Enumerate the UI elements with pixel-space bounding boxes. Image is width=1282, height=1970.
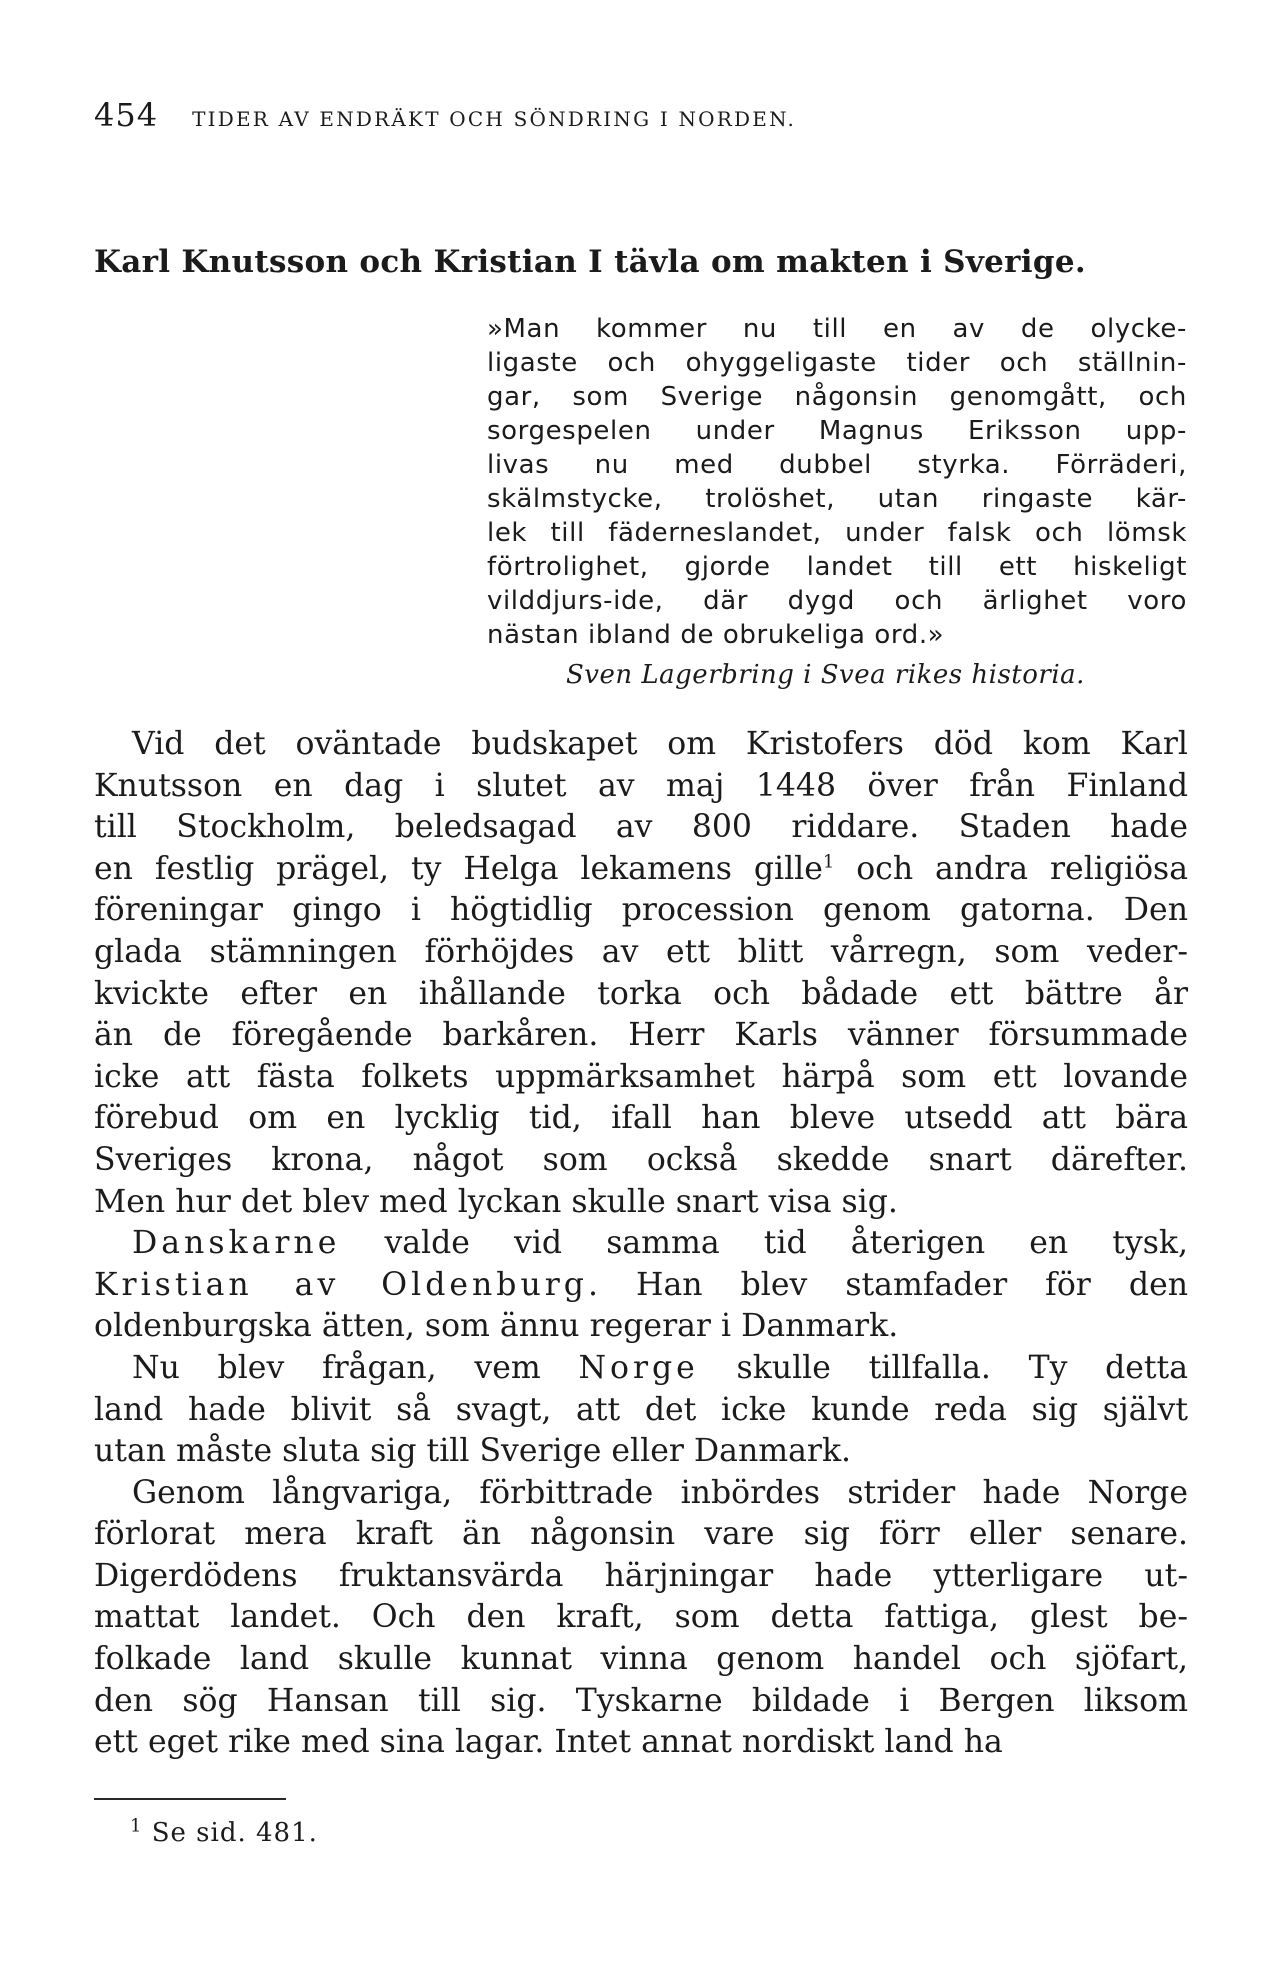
- body-line: än de föregående barkåren. Herr Karls vänner försummade: [94, 1017, 1188, 1054]
- body-line: [94, 1265, 1188, 1307]
- body-text: [94, 724, 1188, 1764]
- epigraph-line: livas nu med dubbel styrka. Förräderi,: [487, 450, 1187, 480]
- epigraph-line: lek till fäderneslandet, under falsk och lömsk: [487, 518, 1187, 548]
- footnote: [130, 1815, 318, 1848]
- body-line: oldenburgska ätten, som ännu regerar i Danmark.: [94, 1308, 899, 1345]
- body-line: glada stämningen förhöjdes av ett blitt vårregn, som veder-: [94, 933, 1188, 970]
- epigraph-line: vilddjurs-ide, där dygd och ärlighet voro: [487, 586, 1187, 616]
- body-line: den sög Hansan till sig. Tyskarne bildade i Bergen liksom: [94, 1682, 1188, 1719]
- body-text-run: valde vid samma tid återigen en tysk,: [340, 1225, 1188, 1262]
- epigraph-line: förtrolighet, gjorde landet till ett hiskeligt: [487, 552, 1187, 582]
- body-line: föreningar gingo i högtidlig procession genom gatorna. Den: [94, 892, 1188, 929]
- epigraph-line: ligaste och ohyggeligaste tider och ställnin-: [487, 348, 1187, 378]
- body-line: utan måste sluta sig till Sverige eller Danmark.: [94, 1433, 852, 1470]
- emphasized-name: Norge: [578, 1349, 699, 1386]
- body-line: mattat landet. Och den kraft, som detta fattiga, glest be-: [94, 1599, 1188, 1636]
- body-line: [94, 849, 1188, 891]
- page-number: 454: [94, 96, 159, 134]
- body-line: ett eget rike med sina lagar. Intet annat nordiskt land ha: [94, 1724, 1003, 1761]
- body-line: förlorat mera kraft än någonsin vare sig förr eller senare.: [94, 1516, 1188, 1553]
- body-line: till Stockholm, beledsagad av 800 riddare. Staden hade: [94, 809, 1188, 846]
- epigraph-line: nästan ibland de obrukeliga ord.»: [487, 620, 945, 650]
- footnote-text: Se sid. 481.: [142, 1818, 318, 1848]
- body-line: Knutsson en dag i slutet av maj 1448 över från Finland: [94, 767, 1188, 804]
- footnote-reference: 1: [822, 851, 835, 873]
- epigraph-line: gar, som Sverige någonsin genomgått, och: [487, 382, 1187, 412]
- emphasized-name: Danskarne: [132, 1225, 341, 1262]
- body-line: land hade blivit så svagt, att det icke kunde reda sig självt: [94, 1391, 1188, 1428]
- body-text-run: och andra religiösa: [834, 850, 1188, 887]
- body-line: Vid det oväntade budskapet om Kristofers död kom Karl: [132, 726, 1188, 762]
- body-text-run: en festlig prägel, ty Helga lekamens gille: [94, 850, 823, 887]
- body-line: icke att fästa folkets uppmärksamhet härpå som ett lovande: [94, 1058, 1188, 1095]
- body-text-run: skulle tillfalla. Ty detta: [698, 1349, 1188, 1386]
- epigraph-line: sorgespelen under Magnus Eriksson upp-: [487, 416, 1187, 446]
- footnote-marker: 1: [130, 1815, 143, 1837]
- body-line: Digerdödens fruktansvärda härjningar hade ytterligare ut-: [94, 1557, 1188, 1594]
- body-line: Sveriges krona, något som också skedde snart därefter.: [94, 1141, 1188, 1178]
- epigraph-line: skälmstycke, trolöshet, utan ringaste kär-: [487, 484, 1187, 514]
- running-title: TIDER AV ENDRÄKT OCH SÖNDRING I NORDEN.: [192, 107, 797, 131]
- body-line: Men hur det blev med lyckan skulle snart visa sig.: [94, 1183, 898, 1220]
- body-text-run: . Han blev stamfader för den: [587, 1266, 1189, 1303]
- emphasized-name: Kristian av Oldenburg: [94, 1266, 588, 1303]
- body-line: kvickte efter en ihållande torka och bådade ett bättre år: [94, 975, 1188, 1012]
- body-line: [94, 1348, 1188, 1390]
- section-heading: Karl Knutsson och Kristian I tävla om makten i Sverige.: [94, 244, 1086, 280]
- body-text-run: Nu blev frågan, vem: [132, 1349, 579, 1386]
- running-head: [94, 96, 1204, 134]
- epigraph-quote: [487, 312, 1187, 652]
- epigraph-line: »Man kommer nu till en av de olycke-: [487, 314, 1187, 344]
- body-line: Genom långvariga, förbittrade inbördes strider hade Norge: [132, 1474, 1188, 1511]
- body-line: [94, 1223, 1188, 1265]
- body-line: förebud om en lycklig tid, ifall han bleve utsedd att bära: [94, 1100, 1188, 1137]
- body-line: folkade land skulle kunnat vinna genom handel och sjöfart,: [94, 1641, 1188, 1678]
- footnote-rule: [94, 1798, 286, 1800]
- epigraph-source: Sven Lagerbring i Svea rikes historia.: [566, 660, 1085, 690]
